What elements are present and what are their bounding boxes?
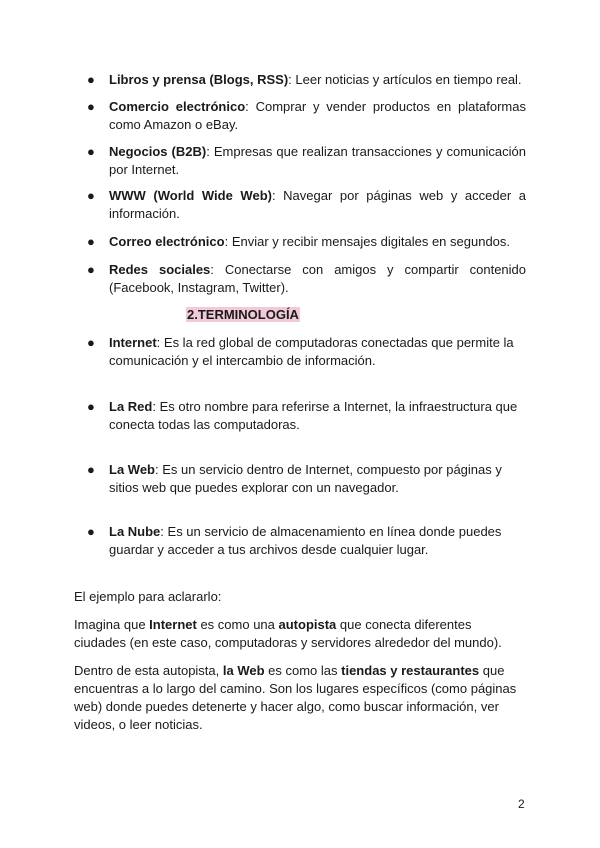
text-run: Dentro de esta autopista,	[74, 663, 223, 678]
list-item	[87, 98, 526, 134]
list-item	[87, 334, 526, 370]
item-description: : Empresas que realizan transacciones y comunicación por Internet.	[109, 144, 526, 177]
example-intro: El ejemplo para aclararlo:	[74, 589, 222, 604]
section-heading	[186, 306, 300, 324]
item-term: Comercio electrónico	[109, 99, 246, 114]
bold-text: la Web	[222, 663, 265, 678]
text-run: es como una	[196, 617, 279, 632]
bullet-icon: ●	[87, 262, 95, 277]
bold-text: tiendas y restaurantes	[341, 663, 480, 678]
bold-text: autopista	[278, 617, 337, 632]
text-run: Imagina que	[74, 617, 150, 632]
bullet-icon: ●	[87, 462, 95, 477]
bullet-icon: ●	[87, 144, 95, 159]
item-term: Redes sociales	[109, 262, 211, 277]
item-description: : Enviar y recibir mensajes digitales en segundos.	[224, 234, 511, 249]
list-item	[87, 461, 526, 497]
bullet-icon: ●	[87, 234, 95, 249]
text-run: es como las	[264, 663, 342, 678]
item-description: : Es un servicio dentro de Internet, compuesto por páginas y sitios web que puedes explorar con un navegador.	[109, 462, 502, 495]
item-description: : Conectarse con amigos y compartir contenido (Facebook, Instagram, Twitter).	[109, 262, 527, 295]
list-item	[87, 523, 526, 559]
bullet-icon: ●	[87, 335, 95, 350]
bullet-icon: ●	[87, 399, 95, 414]
list-item	[87, 71, 526, 89]
bullet-icon: ●	[87, 72, 95, 87]
item-description: : Es un servicio de almacenamiento en línea donde puedes guardar y acceder a tus archivos desde cualquier lugar.	[109, 524, 502, 557]
text-run: que encuentras a lo largo del camino. Son los lugares específicos (como páginas web) donde puedes detenerte y hacer algo, como buscar información, ver videos, o leer noticias.	[74, 663, 517, 732]
item-term: La Web	[109, 462, 155, 477]
item-description: : Comprar y vender productos en plataformas como Amazon o eBay.	[109, 99, 526, 132]
item-term: Libros y prensa (Blogs, RSS)	[109, 72, 289, 87]
page-number: 2	[518, 797, 525, 811]
paragraph-web	[74, 662, 526, 734]
item-term: Correo electrónico	[109, 234, 225, 249]
item-description: : Es otro nombre para referirse a Internet, la infraestructura que conecta todas las computadoras.	[109, 399, 518, 432]
item-description: : Es la red global de computadoras conectadas que permite la comunicación y el intercambio de información.	[109, 335, 514, 368]
text-run: que conecta diferentes ciudades (en este caso, computadoras y servidores alrededor del mundo).	[74, 617, 502, 650]
list-item	[87, 187, 526, 223]
list-item	[87, 233, 526, 251]
bullet-icon: ●	[87, 99, 95, 114]
list-item	[87, 261, 527, 297]
paragraph-internet	[74, 616, 526, 652]
item-term: La Nube	[109, 524, 161, 539]
bold-text: Internet	[149, 617, 197, 632]
item-term: La Red	[109, 399, 153, 414]
item-term: Internet	[109, 335, 157, 350]
bullet-icon: ●	[87, 188, 95, 203]
list-item	[87, 398, 526, 434]
list-item	[87, 143, 526, 179]
heading-text: 2.TERMINOLOGÍA	[187, 307, 299, 322]
item-term: Negocios (B2B)	[109, 144, 207, 159]
item-description: : Navegar por páginas web y acceder a información.	[109, 188, 526, 221]
item-description: : Leer noticias y artículos en tiempo real.	[288, 72, 522, 87]
item-term: WWW (World Wide Web)	[109, 188, 272, 203]
bullet-icon: ●	[87, 524, 95, 539]
